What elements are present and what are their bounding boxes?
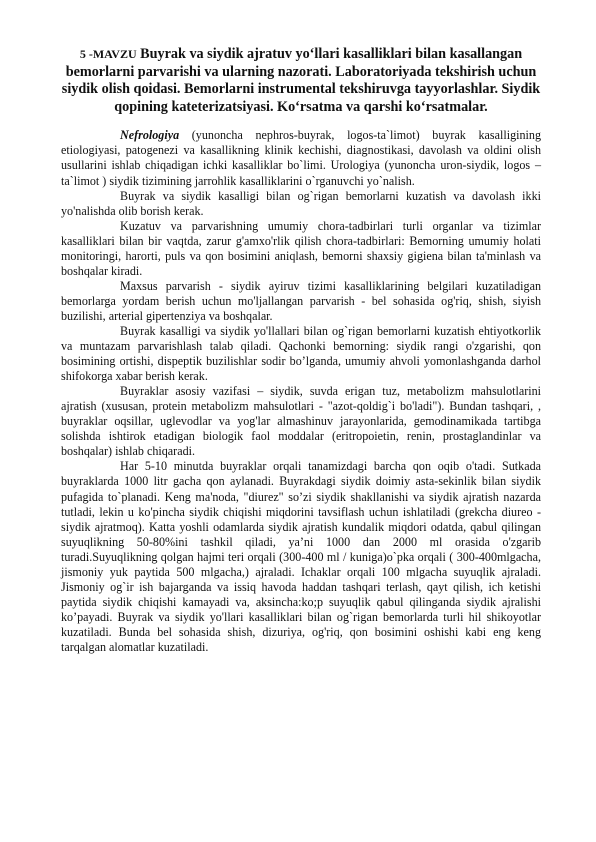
- title-text: Buyrak va siydik ajratuv yo‘llari kasalliklari bilan kasallangan bemorlarni parvarishi va ularning nazorati. Laboratoriyada tekshirish uchun siydik olish qoidasi. Bemorlarni instrumental tekshiruvga tayyorlashlar. Siydik qopining kateterizatsiyasi. Ko‘rsatma va qarshi ko‘rsatmalar.: [61, 46, 541, 115]
- paragraph-7: Har 5-10 minutda buyraklar orqali tanamizdagi barcha qon oqib o'tadi. Sutkada buyraklarda 1000 litr gacha qon aylanadi. Buyrakdagi siydik doimiy asta-sekinlik bilan siydik pufagida to`planadi. Keng ma'noda, "diurez" so’zi siydik shakllanishi va siydik ajratish nazarda tutladi, lekin u ko'pincha siydik chiqishi miqdorini tavsiflash uchun ishlatiladi (grekcha diureo - siydik ajratmoq). Katta yoshli odamlarda siydik ajratish kundalik miqdori odatda, qabul qilingan suyuqlikning 50-80%ini tashkil qiladi, ya’ni 1000 dan 2000 ml orasida o'zgarib turadi.Suyuqlikning qolgan hajmi teri orqali (300-400 ml / kuniga)o`pka orqali ( 300-400mlgacha, jismoniy yuk paytida 500 mlgacha,) ajraladi. Ichaklar orqali 100 mlgacha suyuqlik ajraladi. Jismoniy og`ir ish bajarganda va issiq havoda haddan tashqari terlash, qayt qilish, ich ketishi paytida siydik chiqishi kamayadi va, aksincha:ko;p suyuqlik qabul qilinganda siydik ajralishi ko’payadi. Buyrak va siydik yo'llari kasalliklari bilan og`rigan bemorlarda turli hil shikoyotlar kuzatiladi. Bunda bel sohasida shish, dizuriya, og'riq, qon bosimini oshishi kabi eng keng tarqalgan alomatlar kuzatiladi.: [61, 459, 541, 654]
- paragraph-3: Kuzatuv va parvarishning umumiy chora-tadbirlari turli organlar va tizimlar kasalliklari bilan bir vaqtda, zarur g'amxo'rlik qilish chora-tadbirlari: Bemorning umumiy holati monitoringi, harorti, puls va qon bosimini aniqlash, bemorni shaxsiy gigiena bilan ta'minlash va boshqalar kiradi.: [61, 218, 541, 278]
- paragraph-2: Buyrak va siydik kasalligi bilan og`rigan bemorlarni kuzatish va davolash ikki yo'nalishda olib borish kerak.: [61, 188, 541, 218]
- paragraph-6: Buyraklar asosiy vazifasi – siydik, suvda erigan tuz, metabolizm mahsulotlarini ajratish (xususan, protein metabolizm mahsulotlari - "azot-qoldig`i bo'ladi"). Bundan tashqari, , buyraklar oqsillar, uglevodlar va yog'lar almashinuv jarayonlarida, gemodinamikada tartibga solishda ishtirok etadigan biologik faol moddalar (eritropoietin, renin, prostaglandinlar va boshqalar) ishlab chiqaradi.: [61, 384, 541, 459]
- paragraph-4: Maxsus parvarish - siydik ayiruv tizimi kasalliklarining belgilari kuzatiladigan bemorlarga yordam berish uchun mo'ljallangan parvarish - bel sohasida og'riq, shish, siyish buzilishi, arterial gipertenziya va boshqalar.: [61, 278, 541, 323]
- topic-number: 5 -MAVZU: [79, 47, 137, 61]
- paragraph-5: Buyrak kasalligi va siydik yo'llallari bilan og`rigan bemorlarni kuzatish ehtiyotkorlik va muntazam parvarishlash talab qiladi. Qachonki bemorning: siydik rangi o'zgarishi, qon bosimining ortishi, dispeptik buzilishlar sodir bo’lganda, umumiy ahvoli yomonlashganda darhol shifokorga xabar berish kerak.: [61, 323, 541, 384]
- paragraph-1-text: (yunoncha nephros-buyrak, logos-ta`limot) buyrak kasalligining etiologiyasi, patogenezi va kasallikning klinik kechishi, diagnostikasi, davolash va oldini olish usullarini ishlab chiqadigan ichki kasalliklar bo`limi. Urologiya (yunoncha uron-siydik, logos – ta`limot ) siydik tizimining jarrohlik kasalliklarini o`rganuvchi yo`nalish.: [61, 128, 541, 188]
- document-title: [61, 46, 541, 116]
- paragraph-1: [61, 128, 541, 188]
- term-nefrologiya: Nefrologiya: [120, 128, 180, 143]
